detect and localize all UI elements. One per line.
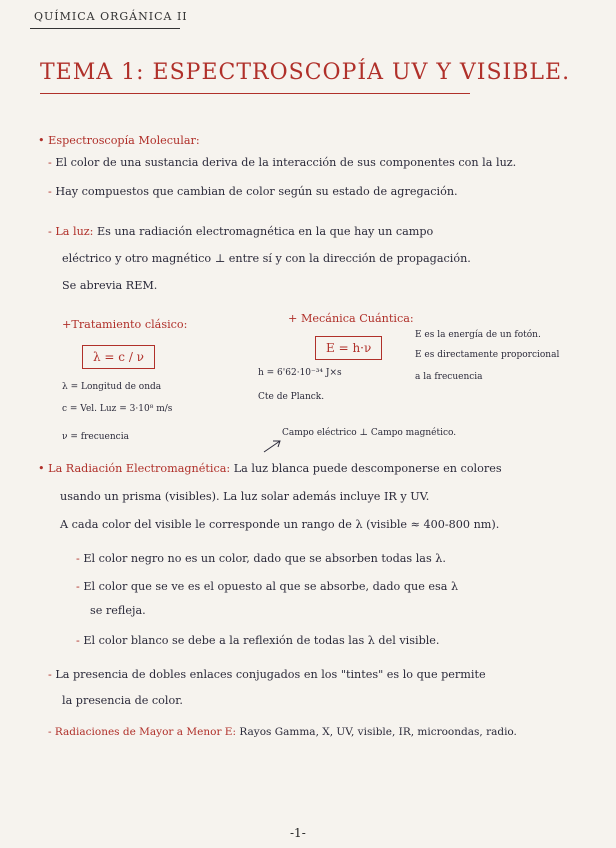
title-underline <box>40 93 470 94</box>
dash-icon: - <box>48 225 56 238</box>
bullet-icon: • <box>38 134 49 147</box>
clasico-heading: +Tratamiento clásico: <box>62 318 188 331</box>
sub-blanco: - El color blanco se debe a la reflexión de todas las λ del visible. <box>76 634 440 647</box>
dash-icon: - <box>48 726 55 738</box>
header-underline <box>30 28 180 29</box>
line-color-interaction: - El color de una sustancia deriva de la interacción de sus componentes con la luz. <box>48 156 517 169</box>
line-luz-3: Se abrevia REM. <box>62 279 158 292</box>
cuantica-heading: + Mecánica Cuántica: <box>288 312 414 325</box>
line-luz-2: eléctrico y otro magnético ⊥ entre sí y con la dirección de propagación. <box>62 252 471 265</box>
dash-icon: - <box>76 634 84 647</box>
dash-icon: - <box>76 580 84 593</box>
dash-icon: - <box>76 552 84 565</box>
page-number: -1- <box>290 826 306 840</box>
cuantica-desc-2: E es directamente proporcional <box>415 350 560 360</box>
dobles-line-2: la presencia de color. <box>62 694 183 707</box>
campo-note: Campo eléctrico ⊥ Campo magnético. <box>282 428 457 438</box>
dash-icon: - <box>48 156 56 169</box>
planck-value: h = 6'62·10⁻³⁴ J×s <box>258 368 342 378</box>
course-header: QUÍMICA ORGÁNICA II <box>34 10 188 23</box>
line-luz-1: - La luz: Es una radiación electromagnética en la que hay un campo <box>48 225 434 238</box>
bullet-icon: • <box>38 462 49 475</box>
clasico-def-nu: ν = frecuencia <box>62 432 129 442</box>
sub-opuesto: - El color que se ve es el opuesto al que se absorbe, dado que esa λ <box>76 580 459 593</box>
dobles-line-1: - La presencia de dobles enlaces conjugados en los "tintes" es lo que permite <box>48 668 486 681</box>
radiacion-line-2: usando un prisma (visibles). La luz solar además incluye IR y UV. <box>60 490 430 503</box>
sub-opuesto-2: se refleja. <box>90 604 146 617</box>
clasico-formula-box: λ = c / ν <box>82 345 155 369</box>
cuantica-desc-3: a la frecuencia <box>415 372 483 382</box>
plus-icon: + <box>288 312 301 325</box>
arrow-icon <box>262 438 284 454</box>
clasico-def-c: c = Vel. Luz = 3·10⁸ m/s <box>62 404 173 414</box>
clasico-def-lambda: λ = Longitud de onda <box>62 382 162 392</box>
orden-energia: - Radiaciones de Mayor a Menor E: Rayos Gamma, X, UV, visible, IR, microondas, radio. <box>48 726 517 738</box>
plus-icon: + <box>62 318 72 331</box>
planck-name: Cte de Planck. <box>258 392 325 402</box>
radiacion-line-1: • La Radiación Electromagnética: La luz blanca puede descomponerse en colores <box>38 462 502 475</box>
page-title: TEMA 1: ESPECTROSCOPÍA UV Y VISIBLE. <box>40 60 571 85</box>
line-agregacion: - Hay compuestos que cambian de color según su estado de agregación. <box>48 185 458 198</box>
dash-icon: - <box>48 668 56 681</box>
section-heading-molecular: • Espectroscopía Molecular: <box>38 134 200 147</box>
cuantica-desc-1: E es la energía de un fotón. <box>415 330 541 340</box>
sub-negro: - El color negro no es un color, dado que se absorben todas las λ. <box>76 552 446 565</box>
radiacion-line-3: A cada color del visible le corresponde un rango de λ (visible ≈ 400-800 nm). <box>60 518 500 531</box>
cuantica-formula-box: E = h·ν <box>315 336 382 360</box>
dash-icon: - <box>48 185 56 198</box>
